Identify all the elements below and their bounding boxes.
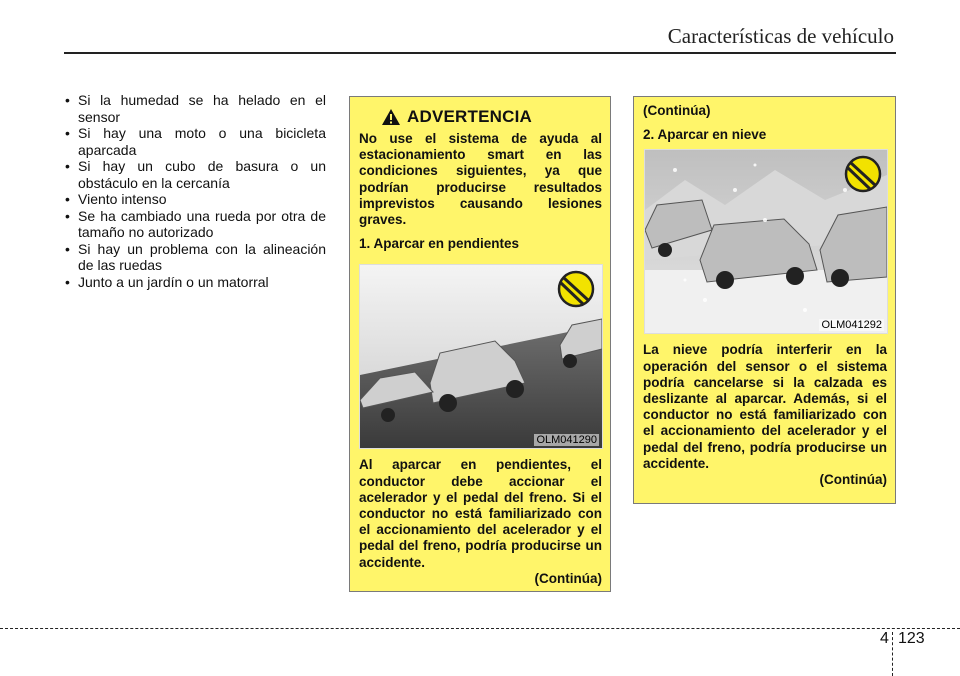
- warning-intro: No use el sistema de ayuda al estacionamiento smart en las condiciones siguientes, ya que podrían producirse resultados imprevistos causando lesiones graves.: [359, 131, 602, 228]
- list-item: • Junto a un jardín o un matorral: [64, 274, 326, 291]
- warning-heading: [381, 107, 602, 127]
- image-code: OLM041290: [536, 434, 597, 447]
- list-item: • Si hay un problema con la alineación de las ruedas: [64, 241, 326, 274]
- slope-parking-image: [359, 264, 603, 449]
- list-item: • Si hay un cubo de basura o un obstáculo en la cercanía: [64, 158, 326, 191]
- list-item: • Si la humedad se ha helado en el sensor: [64, 92, 326, 125]
- warning-body-slope: Al aparcar en pendientes, el conductor debe accionar el acelerador y el pedal del freno. Si el conductor no está familiarizado con el accionamiento del acelerador y el pedal del freno, podría producirse un accidente.: [359, 457, 602, 570]
- prohibition-icon: [846, 157, 880, 191]
- page-separator: [892, 632, 893, 676]
- warning-body-snow: La nieve podría interferir en la operación del sensor o el sistema podría cancelarse si la calzada es deslizante al aparcar. Además, si el conductor no está familiarizado con el accionamiento del acelerador y el pedal del freno, podría producirse un accidente.: [643, 342, 887, 471]
- section-title: Características de vehículo: [667, 24, 894, 48]
- continues-label: (Continúa): [534, 570, 602, 586]
- warning-title: ADVERTENCIA: [407, 107, 532, 126]
- list-item: • Si hay una moto o una bicicleta aparcada: [64, 125, 326, 158]
- warning-box-slope: [349, 96, 611, 592]
- list-item: • Se ha cambiado una rueda por otra de tamaño no autorizado: [64, 208, 326, 241]
- list-item: • Viento intenso: [64, 191, 326, 208]
- snow-parking-image: [644, 149, 888, 334]
- warning-triangle-icon: [381, 108, 401, 126]
- item-heading-snow: 2. Aparcar en nieve: [643, 127, 767, 143]
- item-heading-slope: 1. Aparcar en pendientes: [359, 236, 520, 252]
- chapter-number: 4: [880, 630, 889, 647]
- image-code: OLM041292: [821, 319, 882, 332]
- warning-box-snow: [633, 96, 896, 504]
- condition-list: [64, 92, 326, 290]
- header-rule: [64, 52, 896, 54]
- prohibition-icon: [559, 272, 593, 306]
- continues-label: (Continúa): [819, 472, 887, 488]
- footer-rule: [0, 628, 960, 629]
- page-number: 123: [898, 630, 925, 647]
- continued-label: (Continúa): [643, 103, 711, 118]
